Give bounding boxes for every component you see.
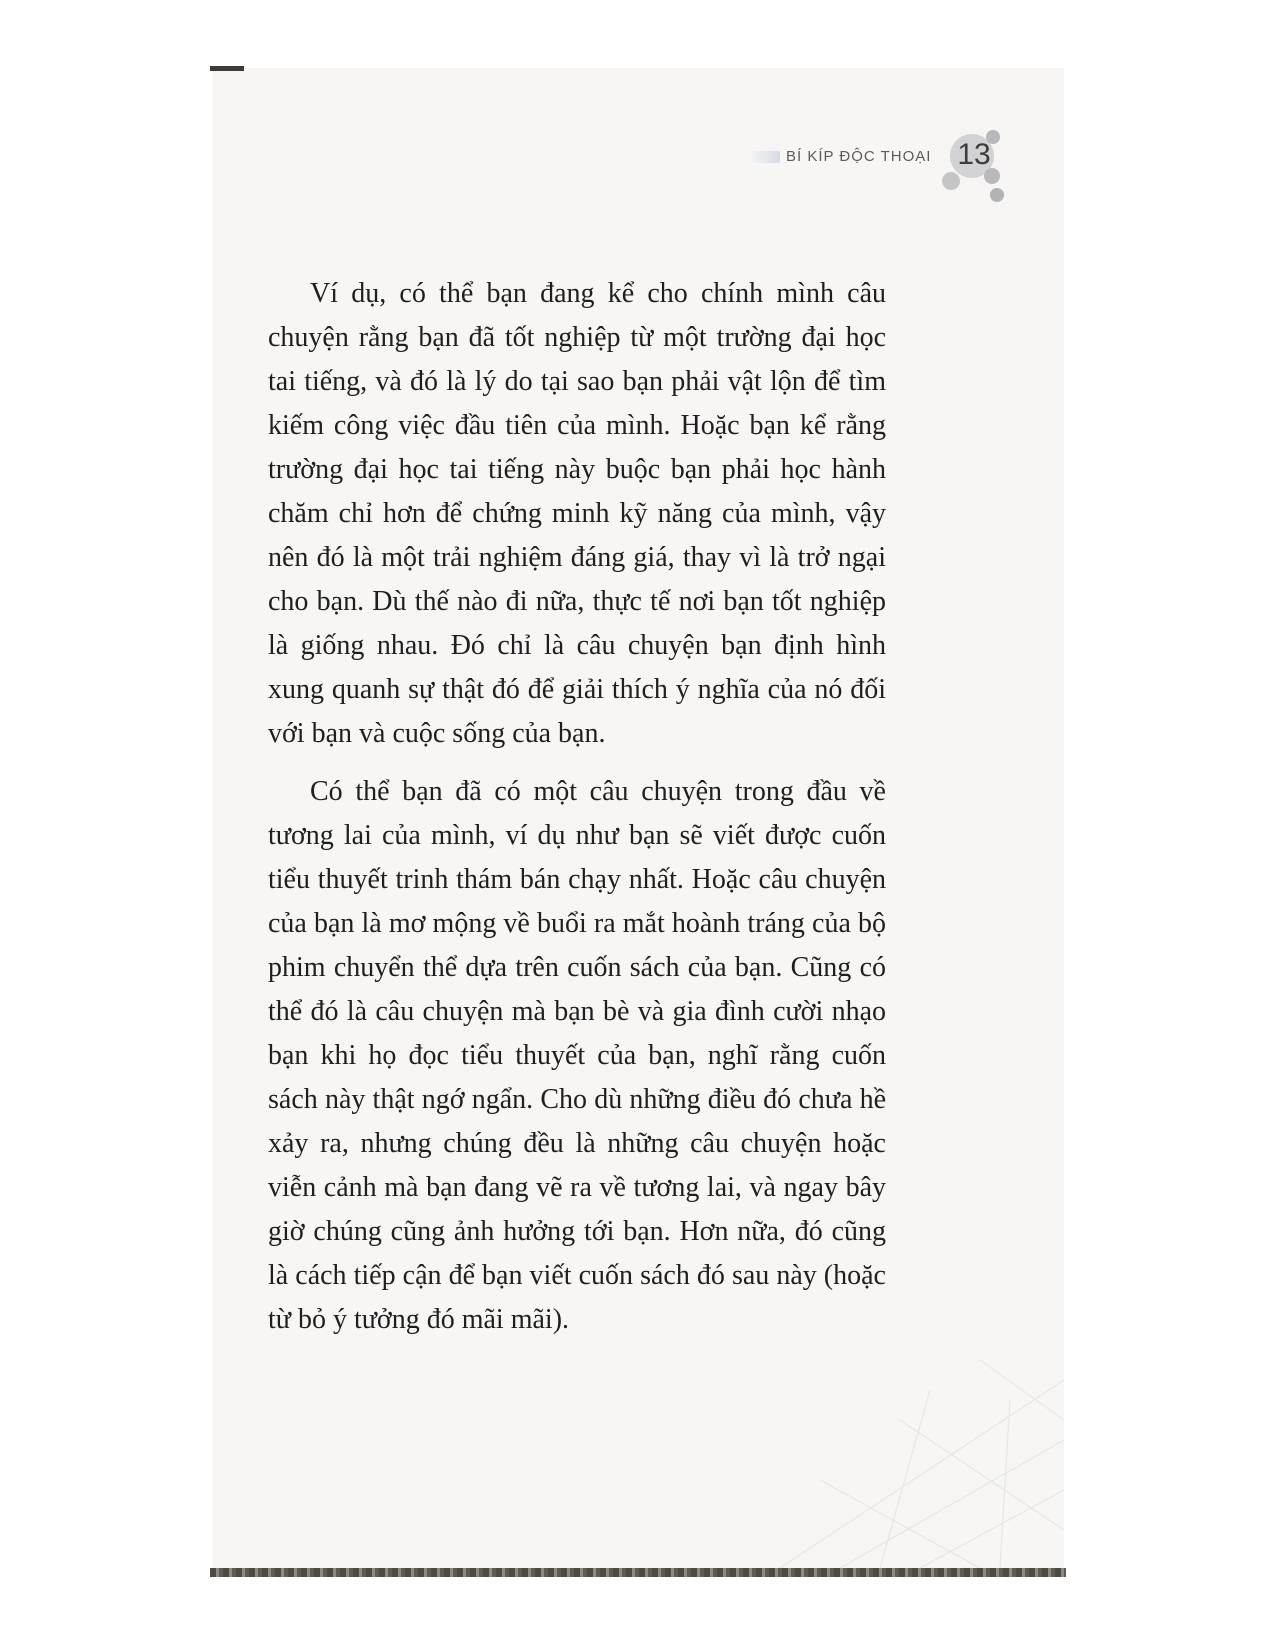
bubble-decoration <box>990 188 1004 202</box>
paragraph: Ví dụ, có thể bạn đang kể cho chính mình câu chuyện rằng bạn đã tốt nghiệp từ một trường đại học tai tiếng, và đó là lý do tại sao bạn phải vật lộn để tìm kiếm công việc đầu tiên của mình. Hoặc bạn kể rằng trường đại học tai tiếng này buộc bạn phải học hành chăm chỉ hơn để chứng minh kỹ năng của mình, vậy nên đó là một trải nghiệm đáng giá, thay vì là trở ngại cho bạn. Dù thế nào đi nữa, thực tế nơi bạn tốt nghiệp là giống nhau. Đó chỉ là câu chuyện bạn định hình xung quanh sự thật đó để giải thích ý nghĩa của nó đối với bạn và cuộc sống của bạn. <box>268 278 886 749</box>
bubble-decoration <box>942 172 960 190</box>
page-edge-top <box>210 66 244 71</box>
header-accent-mark <box>752 151 780 163</box>
body-text <box>268 272 886 1356</box>
decorative-triangle-pattern <box>780 1360 1064 1568</box>
running-title: BÍ KÍP ĐỘC THOẠI <box>786 148 932 165</box>
page-edge-bottom <box>210 1568 1066 1577</box>
page-number-badge <box>940 128 1012 206</box>
page-number: 13 <box>957 138 991 171</box>
running-header <box>752 148 931 165</box>
paragraph: Có thể bạn đã có một câu chuyện trong đầu về tương lai của mình, ví dụ như bạn sẽ viết được cuốn tiểu thuyết trinh thám bán chạy nhất. Hoặc câu chuyện của bạn là mơ mộng về buổi ra mắt hoành tráng của bộ phim chuyển thể dựa trên cuốn sách của bạn. Cũng có thể đó là câu chuyện mà bạn bè và gia đình cười nhạo bạn khi họ đọc tiểu thuyết của bạn, nghĩ rằng cuốn sách này thật ngớ ngẩn. Cho dù những điều đó chưa hề xảy ra, nhưng chúng đều là những câu chuyện hoặc viễn cảnh mà bạn đang vẽ ra về tương lai, và ngay bây giờ chúng cũng ảnh hưởng tới bạn. Hơn nữa, đó cũng là cách tiếp cận để bạn viết cuốn sách đó sau này (hoặc từ bỏ ý tưởng đó mãi mãi). <box>268 776 886 1335</box>
